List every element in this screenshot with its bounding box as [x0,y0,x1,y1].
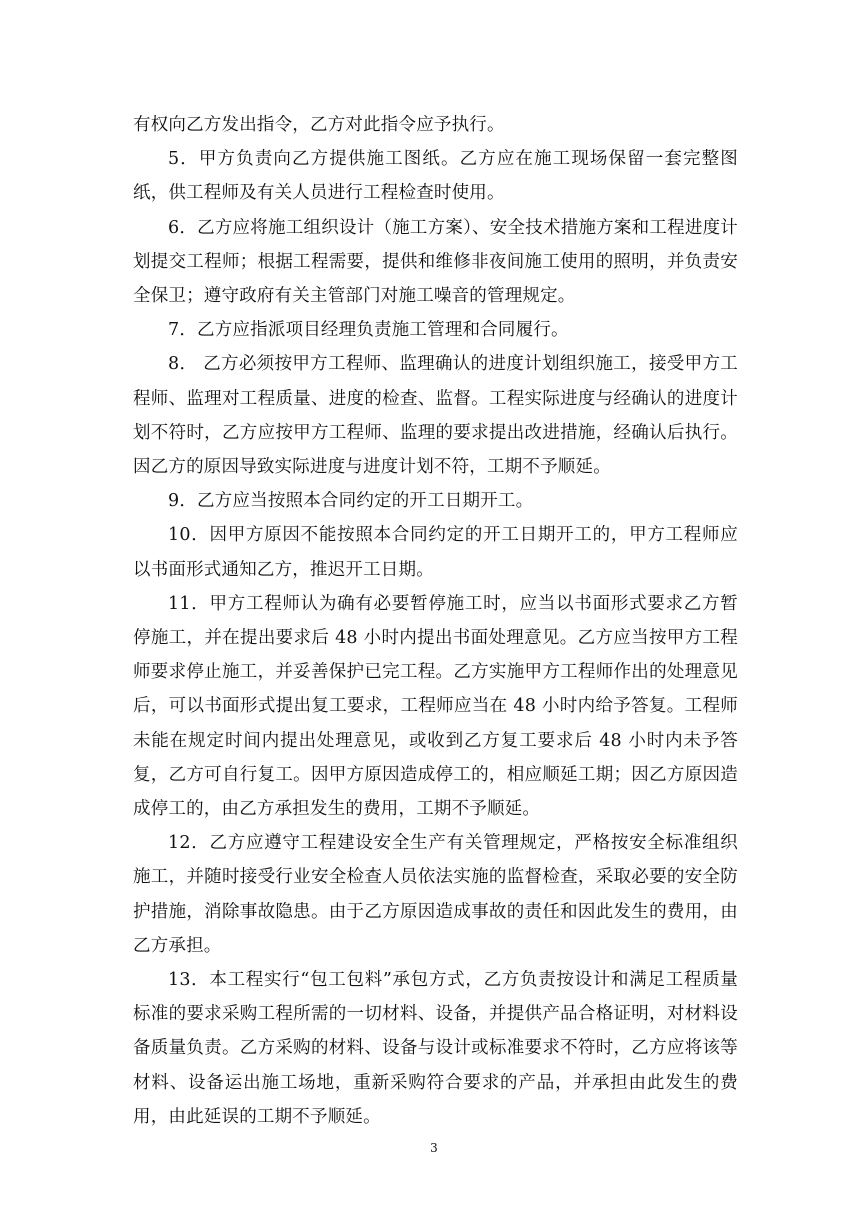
paragraph-clause-13: 13．本工程实行“包工包料”承包方式，乙方负责按设计和满足工程质量标准的要求采购工程所需的一切材料、设备，并提供产品合格证明，对材料设备质量负责。乙方采购的材料、设备与设计或标准要求不符时，乙方应将该等材料、设备运出施工场地，重新采购符合要求的产品，并承担由此发生的费用，由此延误的工期不予顺延。 [133,970,738,1127]
page-number: 3 [430,1141,438,1155]
paragraph-clause-6: 6．乙方应将施工组织设计（施工方案）、安全技术措施方案和工程进度计划提交工程师；根据工程需要，提供和维修非夜间施工使用的照明，并负责安全保卫；遵守政府有关主管部门对施工噪音的管理规定。 [133,217,738,307]
paragraph-clause-11: 11．甲方工程师认为确有必要暂停施工时，应当以书面形式要求乙方暂停施工，并在提出要求后 48 小时内提出书面处理意见。乙方应当按甲方工程师要求停止施工，并妥善保护已完工程。乙方实施甲方工程师作出的处理意见后，可以书面形式提出复工要求，工程师应当在 48 小时内给予答复。工程师未能在规定时间内提出处理意见，或收到乙方复工要求后 48 小时内未予答复，乙方可自行复工。因甲方原因造成停工的，相应顺延工期；因乙方原因造成停工的，由乙方承担发生的费用，工期不予顺延。 [133,593,738,820]
paragraph-clause-9: 9．乙方应当按照本合同约定的开工日期开工。 [168,491,534,512]
paragraph-clause-10: 10．因甲方原因不能按照本合同约定的开工日期开工的，甲方工程师应以书面形式通知乙方，推迟开工日期。 [133,525,738,580]
document-body [133,108,738,1134]
paragraph-clause-8: 8． 乙方必须按甲方工程师、监理确认的进度计划组织施工，接受甲方工程师、监理对工程质量、进度的检查、监督。工程实际进度与经确认的进度计划不符时，乙方应按甲方工程师、监理的要求提出改进措施，经确认后执行。因乙方的原因导致实际进度与进度计划不符，工期不予顺延。 [133,354,738,478]
paragraph-clause-5: 5．甲方负责向乙方提供施工图纸。乙方应在施工现场保留一套完整图纸，供工程师及有关人员进行工程检查时使用。 [133,149,738,204]
paragraph-continued: 有权向乙方发出指令，乙方对此指令应予执行。 [133,115,505,135]
paragraph-clause-12: 12．乙方应遵守工程建设安全生产有关管理规定，严格按安全标准组织施工，并随时接受行业安全检查人员依法实施的监督检查，采取必要的安全防护措施，消除事故隐患。由于乙方原因造成事故的责任和因此发生的费用，由乙方承担。 [133,833,738,956]
paragraph-clause-7: 7．乙方应指派项目经理负责施工管理和合同履行。 [168,320,569,341]
